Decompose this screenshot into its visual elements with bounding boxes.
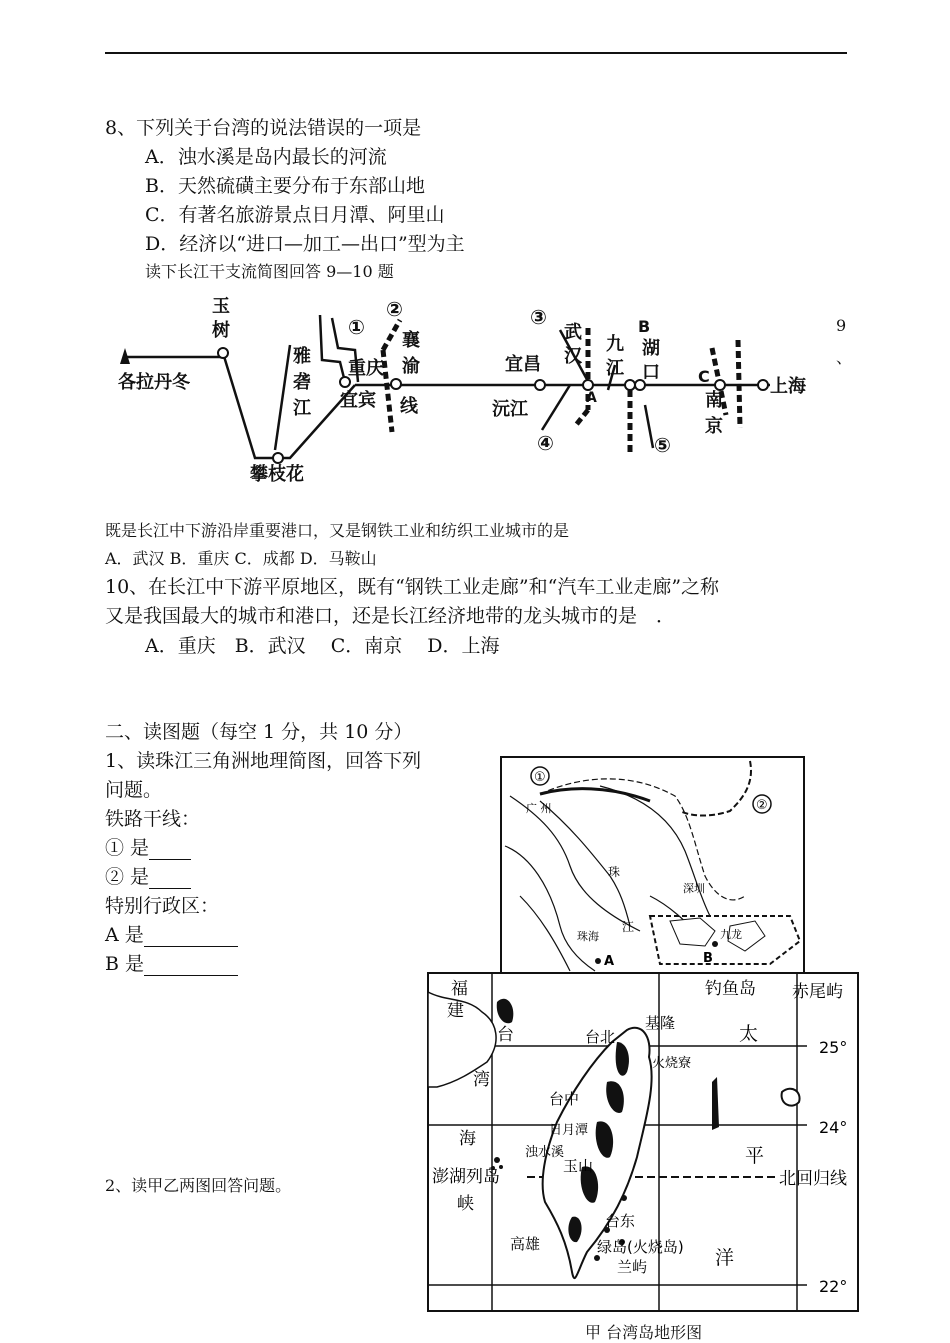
s2-q1-stem-line1: 1、读珠江三角洲地理简图，回答下列 bbox=[105, 750, 422, 772]
rail1-label: ① 是 bbox=[105, 837, 150, 859]
tw-xia: 峡 bbox=[457, 1194, 474, 1214]
q8-option-b: B．天然硫磺主要分布于东部山地 bbox=[145, 175, 425, 197]
q8-option-d: D．经济以“进口—加工—出口”型为主 bbox=[145, 233, 465, 255]
header-rule bbox=[105, 52, 847, 54]
label-han: 汉 bbox=[564, 346, 582, 367]
label-jiang-ya: 江 bbox=[293, 398, 311, 419]
s2-q1-stem-line2: 问题。 bbox=[105, 779, 163, 801]
label-ya: 雅 bbox=[293, 346, 311, 367]
q9-stem: 既是长江中下游沿岸重要港口，又是钢铁工业和纺织工业城市的是 bbox=[105, 521, 570, 540]
label-geladandong: 各拉丹冬 bbox=[118, 372, 190, 393]
tw-chiwei: 赤尾屿 bbox=[792, 982, 843, 1002]
label-wu: 武 bbox=[564, 322, 582, 343]
s2-q1-region-a bbox=[105, 920, 238, 947]
tw-fu: 福 bbox=[451, 979, 468, 999]
s2-q1-rail1 bbox=[105, 833, 191, 860]
tw-penghu: 澎湖列岛 bbox=[432, 1167, 500, 1187]
s2-q1-rail-title: 铁路干线： bbox=[105, 808, 201, 830]
regionA-blank[interactable] bbox=[144, 924, 238, 947]
s2-q1-region-b bbox=[105, 949, 238, 976]
tw-taichung: 台中 bbox=[549, 1090, 580, 1108]
regionA-label: A 是 bbox=[105, 924, 144, 946]
label-B: B bbox=[638, 317, 651, 336]
marker-4: ④ bbox=[537, 431, 554, 455]
rail2-label: ② 是 bbox=[105, 866, 150, 888]
regionB-blank[interactable] bbox=[144, 953, 238, 976]
tw-jian: 建 bbox=[447, 1001, 464, 1021]
intro-9-10: 读下长江干支流简图回答 9—10 题 bbox=[145, 262, 394, 281]
label-shu: 树 bbox=[212, 320, 230, 341]
tw-taipei: 台北 bbox=[585, 1028, 616, 1046]
taiwan-map bbox=[427, 972, 860, 1313]
rail2-blank[interactable] bbox=[149, 866, 191, 889]
tw-pacific-ping: 平 bbox=[745, 1145, 765, 1167]
label-C: C bbox=[698, 367, 710, 386]
label-xian: 线 bbox=[400, 396, 418, 417]
label-jing: 京 bbox=[705, 416, 723, 437]
s2-q1-rail2 bbox=[105, 862, 191, 889]
tw-keelung: 基隆 bbox=[645, 1014, 676, 1032]
q10-stem-line1: 10、在长江中下游平原地区，既有“钢铁工业走廊”和“汽车工业走廊”之称 bbox=[105, 576, 720, 598]
prd-kowloon: 九龙 bbox=[720, 928, 742, 941]
tw-zhuoshui: 浊水溪 bbox=[525, 1145, 565, 1160]
tw-lat-25: 25° bbox=[819, 1038, 848, 1057]
q8-option-c: C．有著名旅游景点日月潭、阿里山 bbox=[145, 204, 445, 226]
prd-marker-2: ② bbox=[756, 798, 768, 813]
q8-stem: 8、下列关于台湾的说法错误的一项是 bbox=[105, 117, 422, 139]
prd-B: B bbox=[703, 951, 713, 966]
tw-tai: 台 bbox=[497, 1025, 514, 1045]
label-hu: 湖 bbox=[642, 338, 660, 359]
label-long: 砻 bbox=[293, 372, 311, 393]
label-panzhihua: 攀枝花 bbox=[250, 464, 304, 485]
label-A: A bbox=[586, 390, 597, 406]
tw-tropic: 北回归线 bbox=[779, 1169, 847, 1189]
tw-huoshaoliao: 火烧寮 bbox=[652, 1056, 692, 1071]
label-nan: 南 bbox=[705, 390, 723, 411]
prd-map bbox=[500, 756, 806, 974]
tw-lanyu: 兰屿 bbox=[617, 1258, 648, 1276]
s2-q2-stem: 2、读甲乙两图回答问题。 bbox=[105, 1176, 292, 1195]
regionB-label: B 是 bbox=[105, 953, 145, 975]
marker-2: ② bbox=[386, 297, 403, 321]
prd-zhu: 珠 bbox=[608, 865, 621, 879]
rail1-blank[interactable] bbox=[149, 837, 191, 860]
label-yu-line: 渝 bbox=[402, 356, 420, 377]
label-yichang: 宜昌 bbox=[505, 354, 541, 375]
label-yibin: 宜宾 bbox=[340, 390, 376, 411]
marker-5: ⑤ bbox=[654, 433, 671, 457]
prd-zhuhai: 珠海 bbox=[577, 930, 599, 943]
marker-1: ① bbox=[348, 315, 365, 339]
tw-lat-22: 22° bbox=[819, 1277, 848, 1296]
prd-A: A bbox=[604, 954, 615, 969]
q9-options: A．武汉 B．重庆 C．成都 D．马鞍山 bbox=[105, 549, 377, 568]
yangtze-map bbox=[100, 290, 840, 500]
label-yu: 玉 bbox=[212, 296, 230, 317]
prd-guangzhou: 广 州 bbox=[526, 802, 552, 815]
tw-taitung: 台东 bbox=[605, 1212, 636, 1230]
tw-pacific-yang: 洋 bbox=[715, 1247, 735, 1269]
taiwan-map-caption: 甲 台湾岛地形图 bbox=[585, 1323, 703, 1342]
label-yuanjiang: 沅江 bbox=[492, 399, 528, 420]
marker-3: ③ bbox=[530, 305, 547, 329]
tw-sun-moon-lake: 日月潭 bbox=[549, 1123, 589, 1138]
s2-q1-region-title: 特别行政区： bbox=[105, 895, 220, 917]
label-jiang-jiu: 江 bbox=[606, 358, 624, 379]
q10-stem-line2: 又是我国最大的城市和港口，还是长江经济地带的龙头城市的是 ． bbox=[105, 605, 676, 627]
prd-jiang: 江 bbox=[622, 920, 635, 934]
tw-wan: 湾 bbox=[473, 1070, 490, 1090]
q8-option-a: A．浊水溪是岛内最长的河流 bbox=[145, 146, 387, 168]
label-kou: 口 bbox=[642, 362, 660, 383]
q9-number-mark: 、 bbox=[836, 348, 853, 367]
tw-pacific-tai: 太 bbox=[739, 1023, 759, 1045]
q9-number: 9 bbox=[836, 316, 847, 335]
tw-green-island: 绿岛(火烧岛) bbox=[597, 1238, 684, 1256]
label-chongqing: 重庆 bbox=[348, 358, 384, 379]
prd-marker-1: ① bbox=[534, 770, 546, 785]
label-xiang: 襄 bbox=[402, 330, 420, 351]
q10-options: A．重庆 B．武汉 C．南京 D．上海 bbox=[145, 635, 500, 657]
tw-diaoyu: 钓鱼岛 bbox=[705, 979, 756, 999]
tw-kaohsiung: 高雄 bbox=[510, 1235, 541, 1253]
label-jiu: 九 bbox=[606, 334, 624, 355]
tw-hai: 海 bbox=[459, 1129, 476, 1149]
prd-shenzhen: 深圳 bbox=[683, 882, 705, 895]
tw-lat-24: 24° bbox=[819, 1118, 848, 1137]
label-shanghai: 上海 bbox=[770, 376, 806, 397]
section2-title: 二、读图题（每空 1 分，共 10 分） bbox=[105, 721, 413, 743]
tw-yushan: 玉山 bbox=[563, 1157, 594, 1175]
offshore-island bbox=[782, 1089, 800, 1106]
